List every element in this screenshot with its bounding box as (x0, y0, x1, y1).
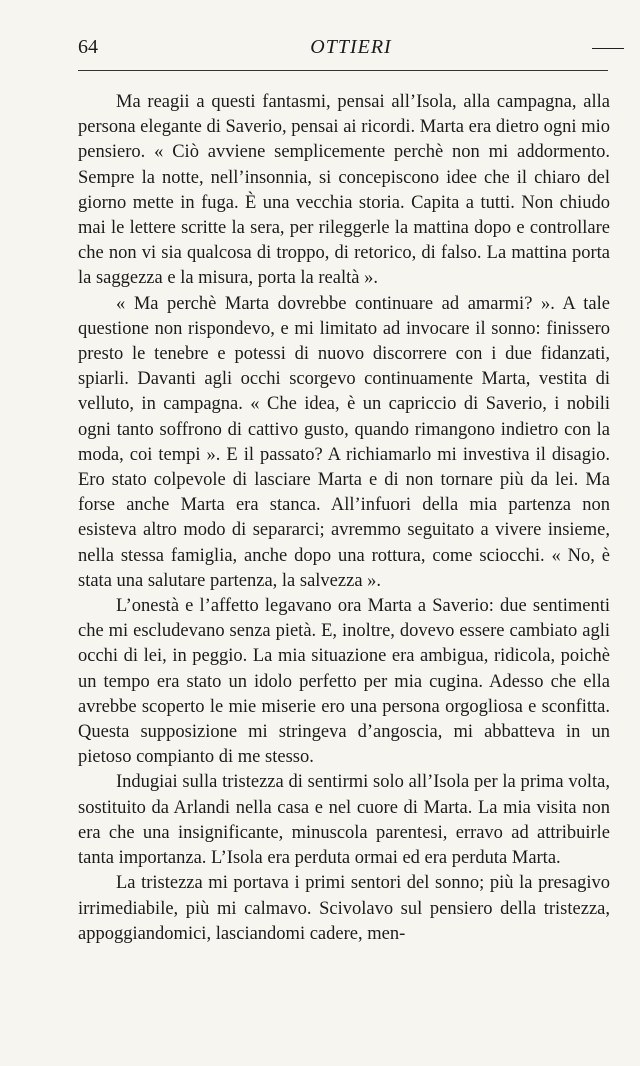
running-title: OTTIERI (310, 36, 392, 58)
page-number: 64 (78, 36, 98, 58)
paragraph: Ma reagii a questi fantasmi, pensai all’Isola, alla campagna, alla persona elegante di Saverio, pensai ai ricordi. Marta era dietro ogni mio pensiero. « Ciò avviene semplicemente perchè non mi addormento. Sempre la notte, nell’insonnia, si concepiscono idee che il chiaro del giorno mette in fuga. È una vecchia storia. Capita a tutti. Non chiudo mai le lettere scritte la sera, per rileggerle la mattina dopo e controllare che non vi sia qualcosa di troppo, di retorico, di falso. La mattina porta la saggezza e la misura, porta la realtà ». (78, 92, 610, 289)
body-text (78, 90, 610, 947)
header-rule (78, 70, 608, 71)
page-header (78, 36, 624, 70)
paragraph: Indugiai sulla tristezza di sentirmi solo all’Isola per la prima volta, sostituito da Arlandi nella casa e nel cuore di Marta. La mia visita non era che una insignificante, minuscola parentesi, erravo ad attribuirle tanta importanza. L’Isola era perduta ormai ed era perduta Marta. (78, 772, 610, 869)
paragraph: « Ma perchè Marta dovrebbe continuare ad amarmi? ». A tale questione non rispondevo, e mi limitato ad invocare il sonno: finissero presto le tenebre e potessi di nuovo discorrere con i due fidanzati, spiarli. Davanti agli occhi scorgevo continuamente Marta, vestita di velluto, in campagna. « Che idea, è un capriccio di Saverio, i nobili ogni tanto soffrono di cattivo gusto, quando rimangono indietro con la moda, coi tempi ». E il passato? A richiamarlo mi investiva il disagio. Ero stato colpevole di lasciare Marta e di non tornare più da lei. Ma forse anche Marta era stanca. All’infuori della mia partenza non esisteva altro modo di separarci; avremmo seguitato a vivere insieme, nella stessa famiglia, anche dopo una rottura, come sciocchi. « No, è stata una salutare partenza, la salvezza ». (78, 293, 610, 591)
paragraph: L’onestà e l’affetto legavano ora Marta a Saverio: due sentimenti che mi escludevano senza pietà. E, inoltre, dovevo essere cambiato agli occhi di lei, in peggio. La mia situazione era ambigua, ridicola, poichè un tempo era stato un idolo perfetto per mia cugina. Adesso che ella avrebbe scoperto le mie miserie ero una persona orgogliosa e sconfitta. Questa supposizione mi stringeva d’angoscia, mi abbatteva in un pietoso compianto di me stesso. (78, 596, 610, 768)
header-dash (592, 48, 624, 49)
paragraph: La tristezza mi portava i primi sentori del sonno; più la presagivo irrimediabile, più mi calmavo. Scivolavo sul pensiero della tristezza, appoggiandomici, lasciandomi cadere, men- (78, 873, 610, 944)
